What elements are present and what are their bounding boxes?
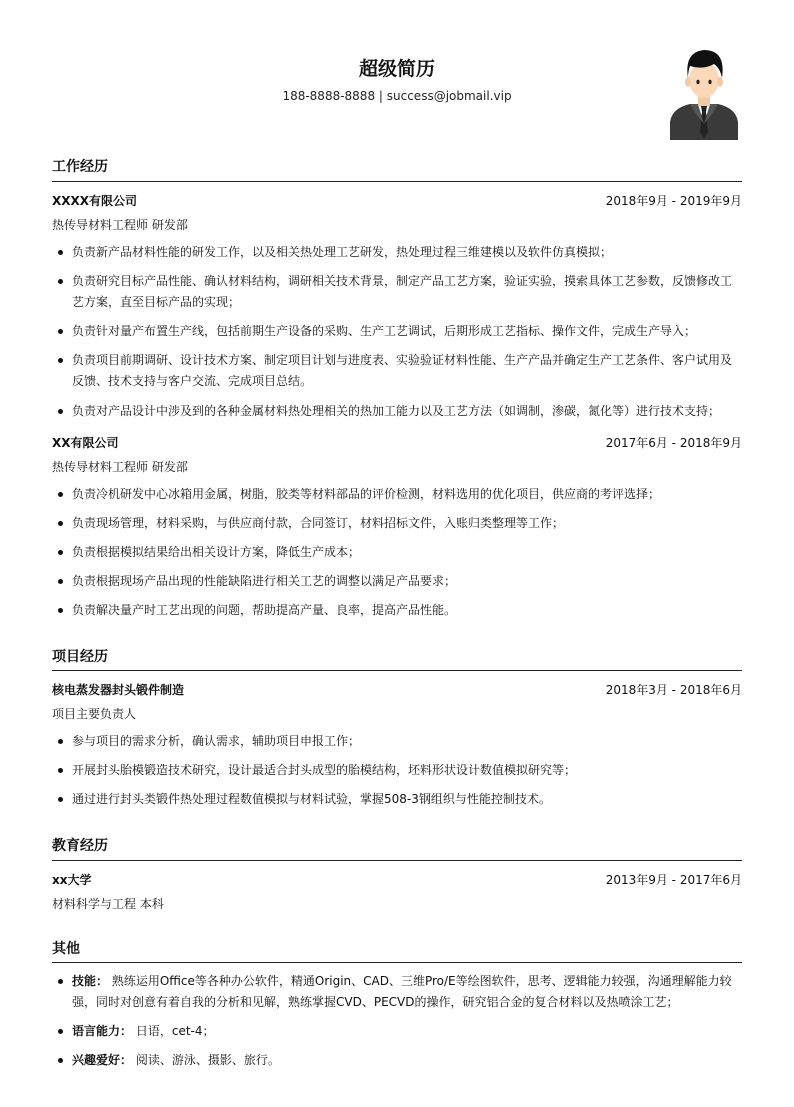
education-header xyxy=(52,871,742,889)
list-item: 开展封头胎模锻造技术研究，设计最适合封头成型的胎模结构，坯料形状设计数值模拟研究等； xyxy=(52,760,742,781)
section-divider xyxy=(52,860,742,861)
education-date: 2013年9月 - 2017年6月 xyxy=(605,873,742,887)
section-title-education: 教育经历 xyxy=(52,838,108,854)
item-text: 阅读、游泳、摄影、旅行。 xyxy=(135,1053,280,1067)
job-role: 热传导材料工程师 研发部 xyxy=(52,218,188,232)
section-title-work: 工作经历 xyxy=(52,159,108,175)
list-item: 负责项目前期调研、设计技术方案、制定项目计划与进度表、实验验证材料性能、生产产品并确定生产工艺条件、客户试用及反馈、技术支持与客户交流、完成项目总结。 xyxy=(52,350,742,392)
job-role: 热传导材料工程师 研发部 xyxy=(52,460,188,474)
avatar xyxy=(668,44,740,140)
company-name: XXXX有限公司 xyxy=(52,194,138,208)
contact-info: 188-8888-8888 | success@jobmail.vip xyxy=(282,89,512,103)
project-date: 2018年3月 - 2018年6月 xyxy=(605,683,742,697)
section-title-other: 其他 xyxy=(52,941,80,957)
job-date: 2017年6月 - 2018年9月 xyxy=(605,436,742,450)
list-item: 负责对产品设计中涉及到的各种金属材料热处理相关的热加工能力以及工艺方法（如调制，渗碳，氮化等）进行技术支持； xyxy=(52,401,742,422)
list-item: 通过进行封头类锻件热处理过程数值模拟与材料试验，掌握508-3钢组织与性能控制技术。 xyxy=(52,789,742,810)
list-item: 负责新产品材料性能的研发工作，以及相关热处理工艺研发，热处理过程三维建模以及软件仿真模拟； xyxy=(52,242,742,263)
school-name: xx大学 xyxy=(52,873,92,887)
education-major: 材料科学与工程 本科 xyxy=(52,897,164,911)
item-text: 日语，cet-4； xyxy=(135,1024,215,1038)
item-key: 技能： xyxy=(72,974,109,988)
item-key: 兴趣爱好： xyxy=(72,1053,133,1067)
list-item: 参与项目的需求分析，确认需求，辅助项目申报工作； xyxy=(52,731,742,752)
list-item: 负责根据现场产品出现的性能缺陷进行相关工艺的调整以满足产品要求； xyxy=(52,571,742,592)
company-name: XX有限公司 xyxy=(52,436,119,450)
project-header xyxy=(52,681,742,699)
section-title-project: 项目经历 xyxy=(52,649,108,665)
job-date: 2018年9月 - 2019年9月 xyxy=(605,194,742,208)
list-item: 负责冷机研发中心冰箱用金属，树脂，胶类等材料部品的评价检测，材料选用的优化项目，供应商的考评选择； xyxy=(52,484,742,505)
item-text: 熟练运用Office等各种办公软件，精通Origin、CAD、三维Pro/E等绘图软件，思考、逻辑能力较强，沟通理解能力较强，同时对创意有着自我的分析和见解，熟练掌握CVD、PECVD的操作，研究铝合金的复合材料以及热喷涂工艺； xyxy=(72,974,732,1009)
list-item: 负责解决量产时工艺出现的问题，帮助提高产量、良率，提高产品性能。 xyxy=(52,600,742,621)
section-divider xyxy=(52,670,742,671)
section-divider xyxy=(52,962,742,963)
list-item-languages xyxy=(52,1021,742,1042)
list-item-hobbies xyxy=(52,1050,742,1071)
resume-title: 超级简历 xyxy=(358,58,435,80)
item-key: 语言能力： xyxy=(72,1024,133,1038)
project-role: 项目主要负责人 xyxy=(52,707,137,721)
list-item: 负责现场管理，材料采购，与供应商付款，合同签订，材料招标文件，入账归类整理等工作； xyxy=(52,513,742,534)
project-name: 核电蒸发器封头锻件制造 xyxy=(52,683,185,697)
list-item-skills xyxy=(52,971,742,1013)
job-header xyxy=(52,192,742,210)
list-item: 负责根据模拟结果给出相关设计方案，降低生产成本； xyxy=(52,542,742,563)
list-item: 负责针对量产布置生产线，包括前期生产设备的采购、生产工艺调试，后期形成工艺指标、操作文件，完成生产导入； xyxy=(52,321,742,342)
list-item: 负责研究目标产品性能、确认材料结构，调研相关技术背景，制定产品工艺方案，验证实验，摸索具体工艺参数，反馈修改工艺方案，直至目标产品的实现； xyxy=(52,271,742,313)
section-divider xyxy=(52,181,742,182)
job-header xyxy=(52,434,742,452)
